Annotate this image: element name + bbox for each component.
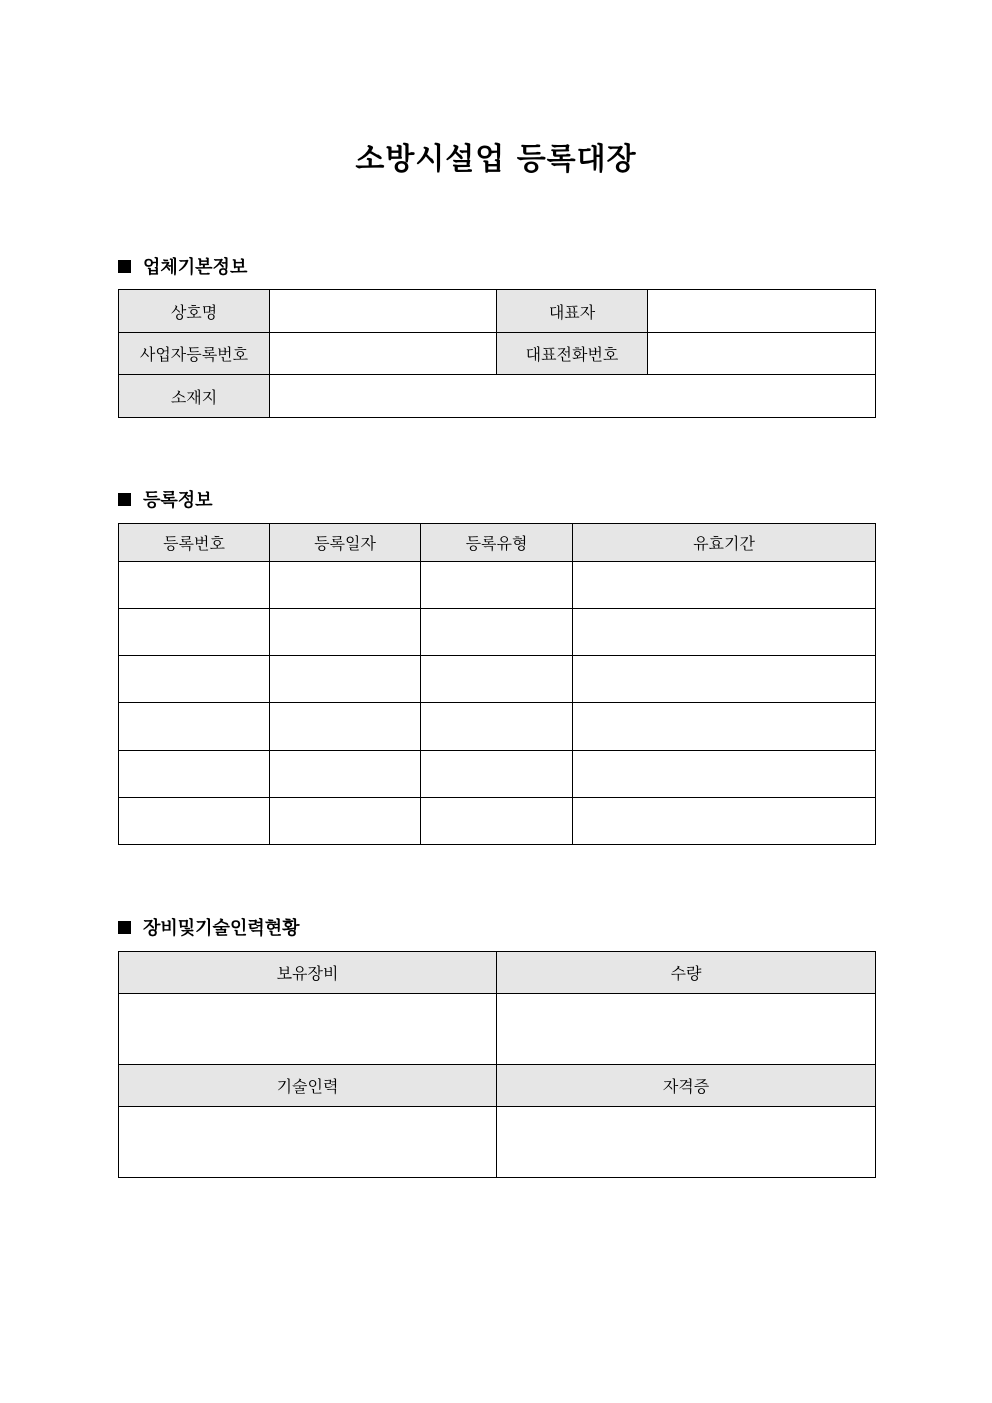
table-row <box>119 375 876 418</box>
validity-period-cell[interactable] <box>573 703 876 751</box>
representative-label: 대표자 <box>497 290 648 333</box>
section-title: 등록정보 <box>143 490 213 511</box>
address-field[interactable] <box>270 375 876 418</box>
registration-date-cell[interactable] <box>270 656 421 703</box>
equipment-field[interactable] <box>119 994 497 1065</box>
technician-field[interactable] <box>119 1107 497 1178</box>
column-header-registration-number: 등록번호 <box>119 524 270 562</box>
table-row <box>119 562 876 609</box>
section-heading-registration-info <box>118 486 213 512</box>
quantity-header: 수량 <box>497 952 876 994</box>
registration-type-cell[interactable] <box>421 609 573 656</box>
section-heading-equipment-personnel <box>118 914 300 940</box>
registration-type-cell[interactable] <box>421 751 573 798</box>
company-name-label: 상호명 <box>119 290 270 333</box>
registration-type-cell[interactable] <box>421 703 573 751</box>
table-row <box>119 994 876 1065</box>
registration-number-cell[interactable] <box>119 703 270 751</box>
validity-period-cell[interactable] <box>573 609 876 656</box>
equipment-header: 보유장비 <box>119 952 497 994</box>
registration-number-cell[interactable] <box>119 609 270 656</box>
square-bullet-icon <box>118 260 131 273</box>
section-heading-basic-info <box>118 253 247 279</box>
business-number-label: 사업자등록번호 <box>119 333 270 375</box>
table-row <box>119 703 876 751</box>
registration-table <box>118 523 876 845</box>
square-bullet-icon <box>118 921 131 934</box>
section-title: 장비및기술인력현황 <box>143 918 300 939</box>
company-name-field[interactable] <box>270 290 497 333</box>
representative-phone-field[interactable] <box>648 333 876 375</box>
certificate-field[interactable] <box>497 1107 876 1178</box>
registration-number-cell[interactable] <box>119 798 270 845</box>
table-header-row <box>119 952 876 994</box>
quantity-field[interactable] <box>497 994 876 1065</box>
table-header-row <box>119 524 876 562</box>
table-row <box>119 656 876 703</box>
table-row <box>119 798 876 845</box>
table-row <box>119 1107 876 1178</box>
technician-header: 기술인력 <box>119 1065 497 1107</box>
business-number-field[interactable] <box>270 333 497 375</box>
table-header-row <box>119 1065 876 1107</box>
registration-number-cell[interactable] <box>119 562 270 609</box>
table-row <box>119 751 876 798</box>
registration-date-cell[interactable] <box>270 751 421 798</box>
validity-period-cell[interactable] <box>573 798 876 845</box>
registration-date-cell[interactable] <box>270 562 421 609</box>
registration-number-cell[interactable] <box>119 656 270 703</box>
square-bullet-icon <box>118 493 131 506</box>
validity-period-cell[interactable] <box>573 751 876 798</box>
registration-date-cell[interactable] <box>270 798 421 845</box>
section-title: 업체기본정보 <box>143 257 248 278</box>
basic-info-table <box>118 289 876 418</box>
validity-period-cell[interactable] <box>573 656 876 703</box>
registration-number-cell[interactable] <box>119 751 270 798</box>
column-header-registration-type: 등록유형 <box>421 524 573 562</box>
table-row <box>119 609 876 656</box>
registration-date-cell[interactable] <box>270 609 421 656</box>
column-header-validity-period: 유효기간 <box>573 524 876 562</box>
registration-type-cell[interactable] <box>421 562 573 609</box>
registration-date-cell[interactable] <box>270 703 421 751</box>
table-row <box>119 333 876 375</box>
representative-phone-label: 대표전화번호 <box>497 333 648 375</box>
representative-field[interactable] <box>648 290 876 333</box>
column-header-registration-date: 등록일자 <box>270 524 421 562</box>
table-row <box>119 290 876 333</box>
validity-period-cell[interactable] <box>573 562 876 609</box>
equipment-personnel-table <box>118 951 876 1178</box>
certificate-header: 자격증 <box>497 1065 876 1107</box>
document-title: 소방시설업 등록대장 <box>355 142 637 177</box>
address-label: 소재지 <box>119 375 270 418</box>
registration-type-cell[interactable] <box>421 656 573 703</box>
registration-type-cell[interactable] <box>421 798 573 845</box>
